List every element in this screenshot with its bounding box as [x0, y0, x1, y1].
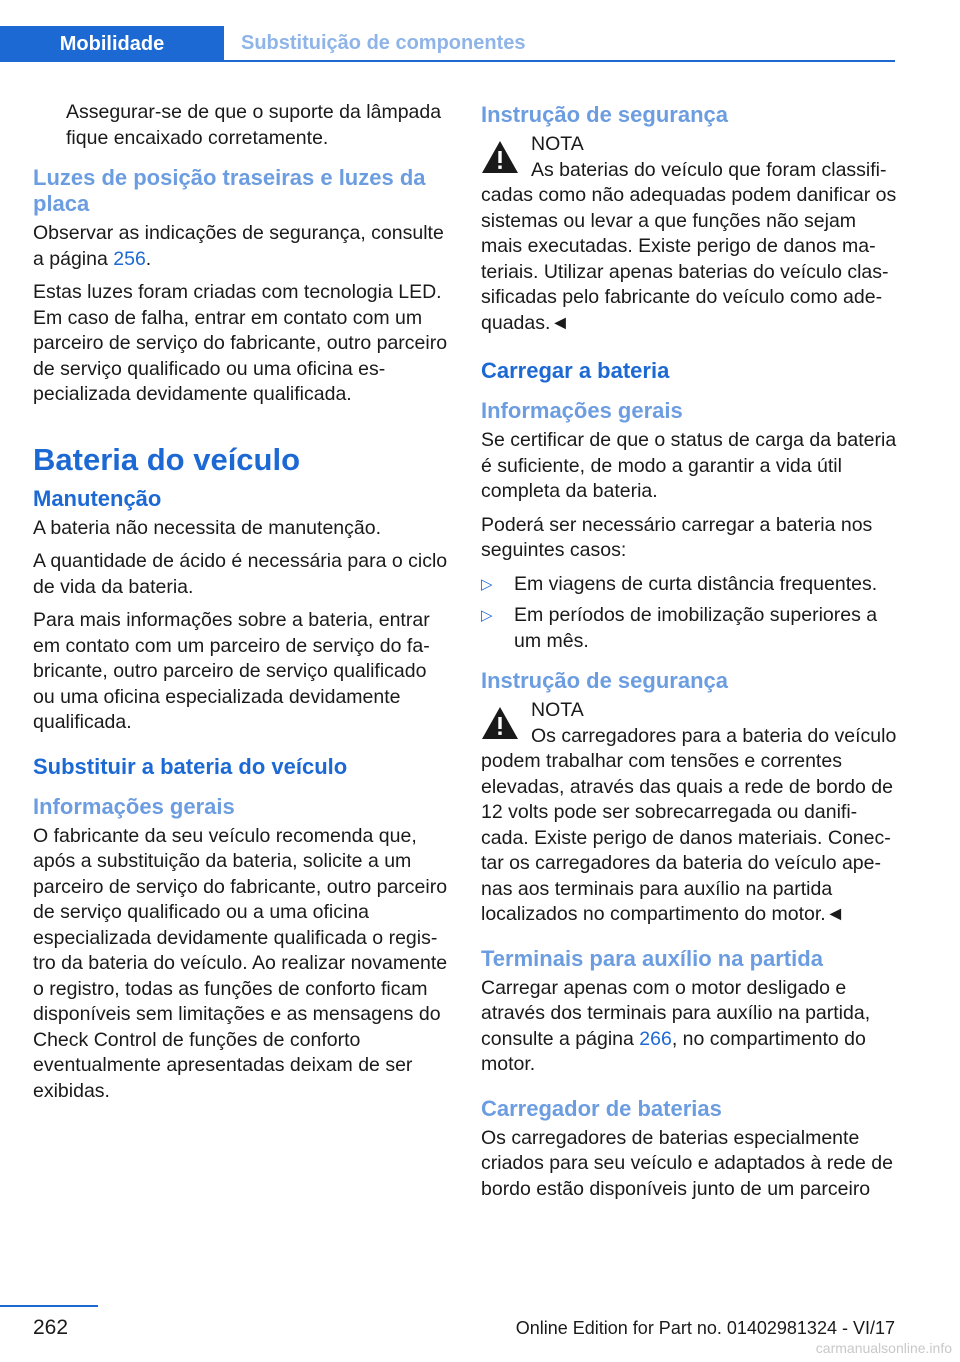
heading-substituir-bateria: Substituir a bateria do veículo	[33, 753, 348, 779]
paragraph-manutencao-3: Para mais informações sobre a bateria, entrar em contato com um parceiro de serviço do fabricante, outro parceiro de serviço qualificado ou uma oficina especializada devidamente qualificada.	[33, 609, 430, 733]
list-item	[481, 603, 897, 654]
paragraph-carregar-2: Poderá ser necessário carregar a bateria nos seguintes casos:	[481, 513, 873, 561]
right-column	[481, 100, 897, 1210]
header-divider	[0, 60, 895, 62]
warning-label-1: NOTA	[531, 133, 584, 155]
warning-label-2: NOTA	[531, 699, 584, 721]
text-span: .	[145, 247, 152, 270]
warning-box-1	[481, 132, 897, 336]
page-header	[0, 26, 895, 62]
paragraph-luzes-1	[33, 221, 449, 272]
bullet-marker-icon: ▷	[481, 607, 493, 624]
edition-info: Online Edition for Part no. 01402981324 - VI/17	[515, 1318, 895, 1338]
heading-manutencao: Manutenção	[33, 485, 162, 511]
heading-informacoes-gerais: Informações gerais	[33, 793, 235, 819]
warning-text-1-body: As baterias do veículo que foram classificadas como não adequadas podem danificar os sistemas ou levar a que funções não sejam mais executadas. Existe perigo de danos materiais. Utilizar apenas baterias do veículo classificadas pelo fabricante do veículo como adequadas.◄	[481, 158, 897, 334]
warning-box-2	[481, 698, 897, 928]
bullet-marker-icon: ▷	[481, 575, 493, 593]
warning-triangle-icon	[481, 140, 519, 174]
tab-mobilidade[interactable]: Mobilidade	[0, 26, 224, 62]
watermark: carmanualsonline.info	[815, 1340, 952, 1356]
page-link-256[interactable]: 256	[113, 247, 146, 270]
paragraph-manutencao-1: A bateria não necessita de manutenção.	[33, 516, 381, 539]
left-column	[33, 100, 449, 1112]
heading-carregador-baterias: Carregador de baterias	[481, 1095, 722, 1121]
paragraph-manutencao-2: A quantidade de ácido é necessária para o ciclo de vida da bateria.	[33, 550, 448, 598]
text-span: Carregar apenas com o motor desligado e através dos terminais para auxílio na partida, consulte a página	[481, 976, 871, 1050]
heading-informacoes-gerais-2: Informações gerais	[481, 398, 683, 423]
heading-carregar-bateria: Carregar a bateria	[481, 358, 670, 383]
text-span: , no compartimento do motor.	[481, 1027, 866, 1075]
heading-instrucao-seguranca-1: Instrução de segurança	[481, 102, 728, 127]
warning-text-2-body: Os carregadores para a bateria do veículo podem trabalhar com tensões e correntes elevadas, através das quais a rede de bordo de 12 volts pode ser sobrecarregada ou danificada. Existe perigo de danos materiais. Conectar os carregadores da bateria do veículo apenas aos terminais para auxílio na partida localizados no compartimento do motor.◄	[481, 724, 897, 925]
paragraph-substituir: O fabricante da seu veículo recomenda que, após a substituição da bateria, solicite a um parceiro de serviço do fabricante, outro parceiro de serviço qualificado ou a uma oficina especializada devidamente qualificada o registro da bateria do veículo. Ao realizar novamente o registro, todas as funções de conforto ficam disponíveis sem limitações e as mensagens do Check Control de funções de conforto eventualmente apresentadas deixam de ser exibidas.	[33, 824, 448, 1102]
text-span: Observar as indicações de segurança, consulte a página	[33, 222, 444, 270]
list-item-text: Em viagens de curta distância frequentes.	[514, 572, 878, 595]
intro-text: Assegurar-se de que o suporte da lâmpada fique encaixado corretamente.	[66, 101, 442, 149]
heading-luzes-posicao: Luzes de posição traseiras e luzes da placa	[33, 165, 426, 216]
paragraph-luzes-2: Estas luzes foram criadas com tecnologia LED. Em caso de falha, entrar em contato com um parceiro de serviço do fabricante, outro parceiro de serviço qualificado ou uma oficina especializada devidamente qualificada.	[33, 281, 448, 405]
paragraph-carregador: Os carregadores de baterias especialmente criados para seu veículo e adaptados à rede de bordo estão disponíveis junto de um parceiro	[481, 1126, 893, 1200]
list-item-text: Em períodos de imobilização superiores a um mês.	[514, 604, 878, 652]
warning-text-2	[481, 724, 897, 928]
page-number: 262	[33, 1316, 69, 1339]
footer-divider	[0, 1305, 98, 1307]
heading-instrucao-seguranca-2: Instrução de segurança	[481, 668, 728, 693]
paragraph-terminais	[481, 976, 897, 1078]
bullet-list	[481, 572, 897, 655]
heading-bateria-veiculo: Bateria do veículo	[33, 441, 301, 477]
paragraph-carregar-1: Se certificar de que o status de carga da bateria é suficiente, de modo a garantir a vida útil completa da bateria.	[481, 429, 897, 502]
warning-text-1	[481, 158, 897, 337]
heading-terminais-partida: Terminais para auxílio na partida	[481, 945, 823, 971]
tab-substituicao-componentes[interactable]: Substituição de componentes	[241, 31, 526, 54]
list-item	[481, 572, 897, 598]
page-link-266[interactable]: 266	[639, 1027, 672, 1050]
warning-triangle-icon	[481, 706, 519, 740]
